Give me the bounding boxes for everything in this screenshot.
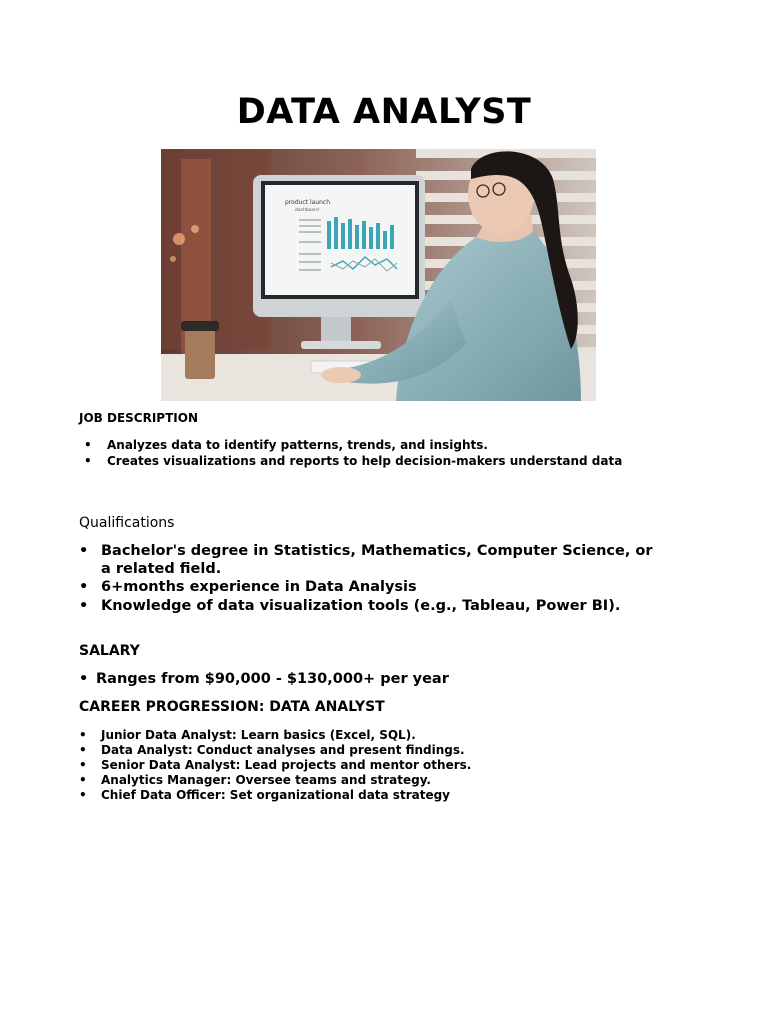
- screen-heading: product launch: [285, 199, 331, 206]
- job-description-heading: JOB DESCRIPTION: [79, 411, 198, 425]
- career-progression-list: [101, 728, 471, 803]
- list-item: • 6+months experience in Data Analysis: [101, 579, 661, 597]
- page-title: DATA ANALYST: [236, 92, 532, 132]
- job-description-list: [107, 437, 622, 469]
- hero-photo: [161, 149, 596, 401]
- list-item: • Knowledge of data visualization tools (e.g., Tableau, Power BI).: [101, 598, 661, 616]
- list-item: • Chief Data Officer: Set organizational data strategy: [101, 788, 471, 803]
- career-progression-heading: CAREER PROGRESSION: DATA ANALYST: [79, 699, 385, 715]
- list-item: • Analytics Manager: Oversee teams and strategy.: [101, 773, 471, 788]
- screen-subheading: dashboard: [295, 208, 319, 213]
- qualifications-heading: Qualifications: [79, 515, 175, 531]
- salary-heading: SALARY: [79, 643, 140, 659]
- list-item: • Data Analyst: Conduct analyses and present findings.: [101, 743, 471, 758]
- list-item: • Junior Data Analyst: Learn basics (Excel, SQL).: [101, 728, 471, 743]
- list-item: • Analyzes data to identify patterns, trends, and insights.: [107, 437, 622, 453]
- salary-list: [96, 670, 449, 688]
- list-item: • Bachelor's degree in Statistics, Mathematics, Computer Science, or a related field.: [101, 543, 661, 578]
- list-item: • Senior Data Analyst: Lead projects and mentor others.: [101, 758, 471, 773]
- qualifications-list: [101, 543, 661, 616]
- list-item: • Creates visualizations and reports to help decision-makers understand data: [107, 453, 622, 469]
- list-item: • Ranges from $90,000 - $130,000+ per year: [96, 670, 449, 688]
